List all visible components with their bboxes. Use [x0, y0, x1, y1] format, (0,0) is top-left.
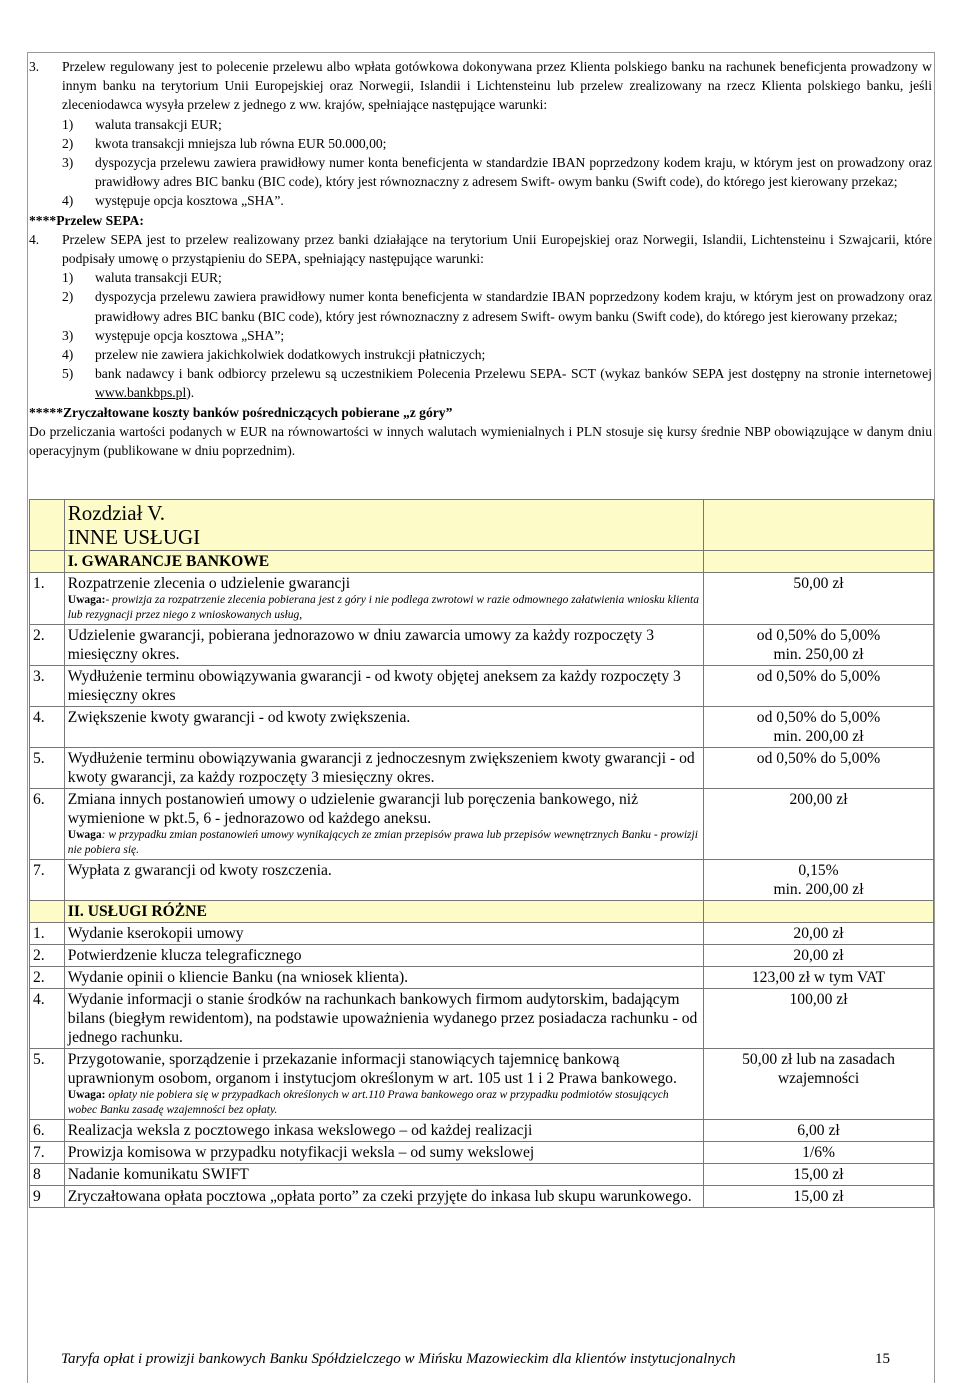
fee-row [30, 967, 934, 989]
fee-amount: od 0,50% do 5,00% [756, 627, 881, 644]
fee-amount: 0,15% [798, 862, 839, 879]
fee-description: Wydłużenie terminu obowiązywania gwarancji z jednoczesnym zwiększeniem kwoty gwarancji - od kwoty gwarancji, za każdy rozpoczęty 3 miesięczny okres. [67, 750, 695, 786]
fee-amount: od 0,50% do 5,00% [756, 709, 881, 726]
fee-amount: 50,00 zł lub na zasadach [742, 1051, 895, 1068]
item-4-sepa-transfer: 4. Przelew SEPA jest to przelew realizowany przez banki działające na terytorium Unii Europejskiej oraz Norwegii, Islandii, Lichtensteinu i Szwajcarii, które podpisały umowę o przystąpieniu do SEPA, spełniający następujące warunki: 1) waluta transakcji EUR; 2) dyspozycja przelewu zawiera prawidłowy numer konta beneficjenta w standardzie IBAN poprzedzony kodem kraju, w którym jest on prowadzony oraz prawidłowy adres BIC banku (BIC code), który jest równoznaczny z adresem Swift- owym banku (Swift code), do którego jest kierowany przekaz; 3) występuje opcja kosztowa „SHA”; 4) przelew nie zawiera jakichkolwiek dodatkowych instrukcji płatniczych; 5) bank nadawcy i bank odbiorcy przelewu są uczestnikiem Polecenia Przelewu SEPA- SCT (wykaz banków SEPA jest dostępny na stronie internetowej www.bankbps.pl). [29, 230, 932, 403]
fee-note: Uwaga:- prowizja za rozpatrzenie zlecenia pobierana jest z góry i nie podlega zwrotowi w razie odmownego załatwienia wniosku klienta lub rezygnacji przez niego z wnioskowanych usług, [67, 594, 699, 621]
fee-amount: 6,00 zł [797, 1122, 840, 1139]
fee-row [30, 860, 934, 901]
fee-row [30, 573, 934, 625]
fee-number: 7. [30, 860, 65, 901]
fee-amount: 20,00 zł [793, 947, 844, 964]
fee-row [30, 789, 934, 860]
footer [61, 1351, 911, 1368]
fee-amount: 20,00 zł [793, 925, 844, 942]
fee-number: 1. [30, 573, 65, 625]
fee-row [30, 1164, 934, 1186]
fee-number: 9 [30, 1186, 65, 1208]
fee-description: Realizacja weksla z pocztowego inkasa wekslowego – od każdej realizacji [67, 1122, 533, 1139]
footer-text: Taryfa opłat i prowizji bankowych Banku Spółdzielczego w Mińsku Mazowieckim dla klientów instytucjonalnych [61, 1351, 736, 1367]
fee-number: 4. [30, 707, 65, 748]
bankbps-link[interactable]: www.bankbps.pl [95, 385, 187, 401]
fee-amount: 100,00 zł [789, 991, 848, 1008]
item-4-text: Przelew SEPA jest to przelew realizowany przez banki działające na terytorium Unii Europejskiej oraz Norwegii, Islandii, Lichtensteinu i Szwajcarii, które podpisały umowę o przystąpieniu do SEPA, spełniający następujące warunki: [62, 231, 932, 267]
chapter-title: INNE USŁUGI [67, 525, 201, 549]
lump-sum-heading: *****Zryczałtowane koszty banków pośredniczących pobierane „z góry” [29, 404, 453, 420]
fee-description: Potwierdzenie klucza telegraficznego [67, 947, 302, 964]
fee-description: Prowizja komisowa w przypadku notyfikacji weksla – od sumy wekslowej [67, 1144, 535, 1161]
fee-description: Udzielenie gwarancji, pobierana jednorazowo w dniu zawarcia umowy za każdy rozpoczęty 3 miesięczny okres. [67, 627, 655, 663]
fee-number: 5. [30, 748, 65, 789]
fee-amount: 123,00 zł w tym VAT [751, 969, 886, 986]
fee-row [30, 923, 934, 945]
page-number: 15 [875, 1351, 890, 1367]
fee-description: Nadanie komunikatu SWIFT [67, 1166, 249, 1183]
chapter-number: Rozdział V. [67, 501, 165, 525]
section-title: I. GWARANCJE BANKOWE [64, 551, 703, 573]
fee-number: 2. [30, 625, 65, 666]
fee-amount-secondary: wzajemności [777, 1070, 860, 1087]
fee-row [30, 625, 934, 666]
fee-description: Wydanie kserokopii umowy [67, 925, 244, 942]
section-header [30, 901, 934, 923]
condition: 4) przelew nie zawiera jakichkolwiek dodatkowych instrukcji płatniczych; [62, 347, 486, 363]
item-3-text: Przelew regulowany jest to polecenie przelewu albo wpłata gotówkowa dokonywana przez Klienta polskiego banku na rachunek beneficjenta prowadzony w innym banku na terytorium Unii Europejskiej oraz Norwegii, Islandii i Lichtensteinu lub przelew zrealizowany na rzecz Klienta polskiego banku, jeśli zleceniodawca wysyła przelew z jednego z ww. krajów, spełniające następujące warunki: [62, 59, 932, 113]
fee-description: Przygotowanie, sporządzenie i przekazanie informacji stanowiących tajemnicę bankową uprawnionym osobom, organom i instytucjom określonym w art. 105 ust 1 i 2 Prawa bankowego. [67, 1051, 677, 1087]
fee-description: Rozpatrzenie zlecenia o udzielenie gwarancji [67, 575, 351, 592]
fee-number: 7. [30, 1142, 65, 1164]
fee-number: 6. [30, 789, 65, 860]
condition: 1) waluta transakcji EUR; [62, 116, 222, 132]
fee-amount: 200,00 zł [789, 791, 848, 808]
fee-number: 3. [30, 666, 65, 707]
transfer-definitions [29, 57, 932, 460]
condition: 3) dyspozycja przelewu zawiera prawidłowy numer konta beneficjenta w standardzie IBAN poprzedzony kodem kraju, w którym jest on prowadzony oraz prawidłowy adres BIC banku (BIC code), który jest równoznaczny z adresem Swift- owym banku (Swift code), do którego jest kierowany przekaz; [62, 155, 932, 190]
fee-amount: 1/6% [802, 1144, 835, 1161]
fee-table [29, 499, 934, 1208]
fee-description: Wydanie informacji o stanie środków na rachunkach bankowych firmom audytorskim, badającym bilans (biegłym rewidentom), na podstawie upoważnienia wydanego przez posiadacza rachunku - od jednego rachunku. [67, 991, 698, 1046]
condition: 1) waluta transakcji EUR; [62, 270, 222, 286]
conversion-note: Do przeliczania wartości podanych w EUR na równowartości w innych walutach wymienialnych i PLN stosuje się kursy średnie NBP obowiązujące w danym dniu operacyjnym (publikowane w dniu poprzednim). [29, 423, 932, 459]
sepa-heading: ****Przelew SEPA: [29, 212, 144, 228]
fee-number: 5. [30, 1049, 65, 1120]
fee-note: Uwaga: opłaty nie pobiera się w przypadkach określonych w art.110 Prawa bankowego oraz w przypadku podmiotów stosujących wobec Banku zasadę wzajemności bez opłaty. [67, 1089, 669, 1116]
chapter-header [30, 500, 934, 551]
fee-amount: od 0,50% do 5,00% [756, 750, 881, 767]
fee-amount: od 0,50% do 5,00% [756, 668, 881, 685]
fee-description: Wydanie opinii o kliencie Banku (na wniosek klienta). [67, 969, 409, 986]
fee-table-block [29, 499, 934, 1208]
fee-row [30, 945, 934, 967]
item-3-regulated-transfer: 3. Przelew regulowany jest to polecenie przelewu albo wpłata gotówkowa dokonywana przez Klienta polskiego banku na rachunek beneficjenta prowadzony w innym banku na terytorium Unii Europejskiej oraz Norwegii, Islandii i Lichtensteinu lub przelew zrealizowany na rzecz Klienta polskiego banku, jeśli zleceniodawca wysyła przelew z jednego z ww. krajów, spełniające następujące warunki: 1) waluta transakcji EUR; 2) kwota transakcji mniejsza lub równa EUR 50.000,00; 3) dyspozycja przelewu zawiera prawidłowy numer konta beneficjenta w standardzie IBAN poprzedzony kodem kraju, w którym jest on prowadzony oraz prawidłowy adres BIC banku (BIC code), który jest równoznaczny z adresem Swift- owym banku (Swift code), do którego jest kierowany przekaz; 4) występuje opcja kosztowa „SHA”. [29, 57, 932, 211]
condition: 3) występuje opcja kosztowa „SHA”; [62, 327, 285, 343]
fee-note: Uwaga: w przypadku zmian postanowień umowy wynikających ze zmian przepisów prawa lub przepisów wewnętrznych Banku - prowizji nie pobiera się. [67, 829, 698, 856]
fee-number: 4. [30, 989, 65, 1049]
fee-amount: 15,00 zł [793, 1188, 844, 1205]
section-title: II. USŁUGI RÓŻNE [64, 901, 703, 923]
fee-amount-secondary: min. 200,00 zł [773, 881, 864, 898]
fee-number: 1. [30, 923, 65, 945]
fee-description: Zmiana innych postanowień umowy o udzielenie gwarancji lub poręczenia bankowego, niż wymienione w pkt.5, 6 - jednorazowo od każdego aneksu. [67, 791, 639, 827]
fee-row [30, 707, 934, 748]
section-header [30, 551, 934, 573]
fee-row [30, 666, 934, 707]
fee-row [30, 1049, 934, 1120]
condition: 2) dyspozycja przelewu zawiera prawidłowy numer konta beneficjenta w standardzie IBAN poprzedzony kodem kraju, w którym jest on prowadzony oraz prawidłowy adres BIC banku (BIC code), który jest równoznaczny z adresem Swift- owym banku (Swift code), do którego jest kierowany przekaz; [62, 289, 932, 324]
fee-row [30, 1186, 934, 1208]
fee-amount-secondary: min. 200,00 zł [773, 728, 864, 745]
fee-description: Zwiększenie kwoty gwarancji - od kwoty zwiększenia. [67, 709, 411, 726]
fee-row [30, 748, 934, 789]
fee-amount-secondary: min. 250,00 zł [773, 646, 864, 663]
fee-row [30, 1142, 934, 1164]
fee-description: Wypłata z gwarancji od kwoty roszczenia. [67, 862, 332, 879]
condition: 2) kwota transakcji mniejsza lub równa EUR 50.000,00; [62, 135, 387, 151]
fee-description: Wydłużenie terminu obowiązywania gwarancji - od kwoty objętej aneksem za każdy rozpoczęty 3 miesięczny okres [67, 668, 681, 704]
fee-number: 8 [30, 1164, 65, 1186]
fee-amount: 50,00 zł [793, 575, 844, 592]
fee-amount: 15,00 zł [793, 1166, 844, 1183]
fee-number: 2. [30, 967, 65, 989]
fee-number: 6. [30, 1120, 65, 1142]
condition: 5) bank nadawcy i bank odbiorcy przelewu są uczestnikiem Polecenia Przelewu SEPA- SCT (wykaz banków SEPA jest dostępny na stronie internetowej www.bankbps.pl). [62, 366, 932, 401]
fee-description: Zryczałtowana opłata pocztowa „opłata porto” za czeki przyjęte do inkasa lub skupu warunkowego. [67, 1188, 692, 1205]
fee-row [30, 1120, 934, 1142]
fee-number: 2. [30, 945, 65, 967]
fee-row [30, 989, 934, 1049]
condition: 4) występuje opcja kosztowa „SHA”. [62, 193, 284, 209]
